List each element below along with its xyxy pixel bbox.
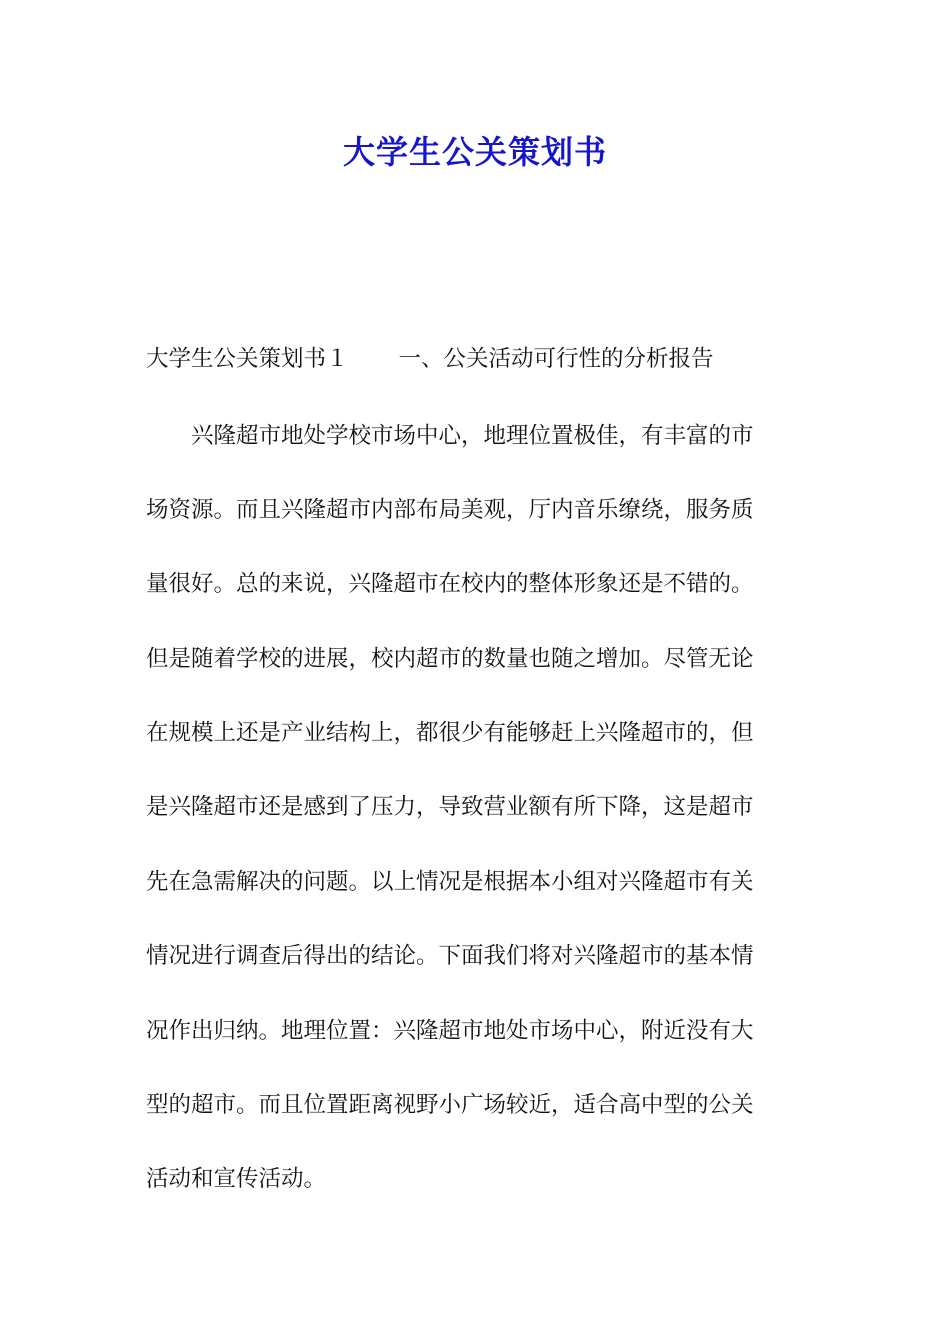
section-heading-line [146, 343, 806, 375]
body-line-3: 量很好。总的来说，兴隆超市在校内的整体形象还是不错的。 [146, 571, 754, 597]
section-label: 大学生公关策划书１ [146, 346, 349, 372]
document-title: 大学生公关策划书 [342, 133, 607, 171]
section-heading: 一、公关活动可行性的分析报告 [398, 346, 714, 372]
body-line-7: 先在急需解决的问题。以上情况是根据本小组对兴隆超市有关 [146, 869, 754, 895]
body-line-9: 况作出归纳。地理位置：兴隆超市地处市场中心，附近没有大 [146, 1018, 754, 1044]
body-line-4: 但是随着学校的进展，校内超市的数量也随之增加。尽管无论 [146, 646, 754, 672]
body-line-8: 情况进行调查后得出的结论。下面我们将对兴隆超市的基本情 [146, 943, 754, 969]
body-line-10: 型的超市。而且位置距离视野小广场较近，适合高中型的公关 [146, 1092, 754, 1118]
body-line-5: 在规模上还是产业结构上，都很少有能够赶上兴隆超市的，但 [146, 720, 754, 746]
body-line-1: 兴隆超市地处学校市场中心，地理位置极佳，有丰富的市 [191, 423, 754, 449]
body-line-11: 活动和宣传活动。 [146, 1166, 327, 1192]
body-line-6: 是兴隆超市还是感到了压力，导致营业额有所下降，这是超市 [146, 794, 754, 820]
body-line-2: 场资源。而且兴隆超市内部布局美观，厅内音乐缭绕，服务质 [146, 497, 754, 523]
